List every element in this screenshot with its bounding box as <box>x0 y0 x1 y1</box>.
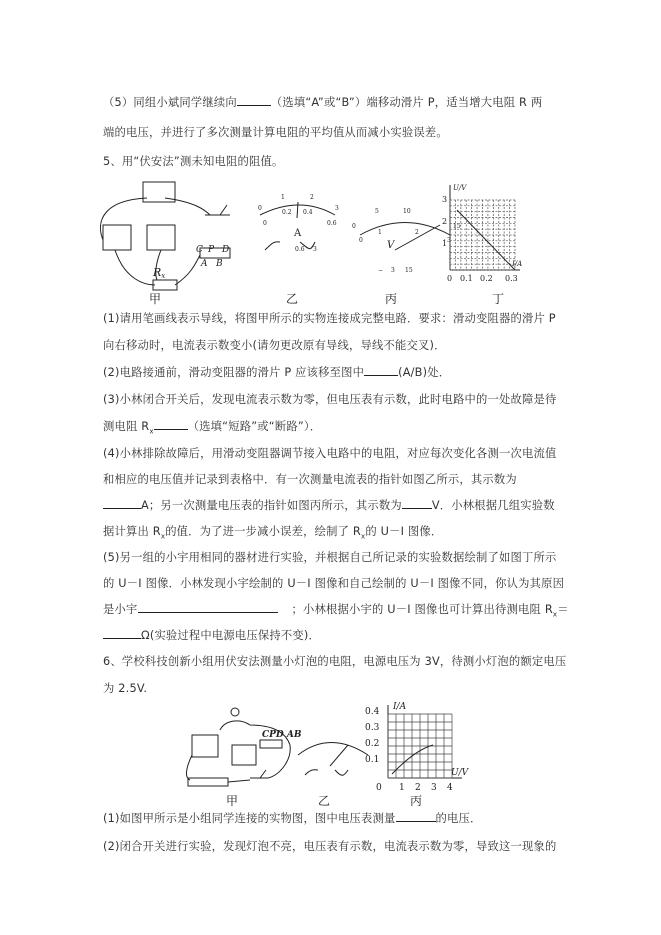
q5-p4-a: (4)小林排除故障后，用滑动变阻器调节接入电路中的电阻，对应每次变化各测一次电流值 <box>103 447 557 460</box>
text: ＝ <box>557 603 569 616</box>
svg-text:4: 4 <box>447 783 453 793</box>
q6-figure <box>180 700 480 800</box>
rheostat-labels: CPD AB <box>262 730 302 740</box>
label-c: C <box>196 245 203 255</box>
svg-text:0.4: 0.4 <box>365 707 380 717</box>
svg-text:1: 1 <box>281 194 285 201</box>
i-u-graph-bing <box>365 702 470 793</box>
text: Ω(实验过程中电源电压保持不变)． <box>141 629 321 642</box>
q6-line1: 6、学校科技创新小组用伏安法测量小灯泡的电阻，电源电压为 3V，待测小灯泡的额定电压 <box>103 655 567 668</box>
q5-figure <box>95 180 545 305</box>
svg-text:1: 1 <box>378 229 382 236</box>
answer-blank[interactable] <box>154 418 188 430</box>
q5-p4-c <box>103 497 555 513</box>
caption-jia: 甲 <box>149 292 162 306</box>
svg-text:10: 10 <box>403 208 411 215</box>
svg-text:−: − <box>378 267 384 274</box>
svg-text:2: 2 <box>415 229 419 236</box>
label-a: A <box>201 259 208 269</box>
q6-p1 <box>103 810 482 826</box>
q5-p1-b: 向右移动时，电流表示数变小(请勿更改原有导线，导线不能交叉)． <box>103 339 446 352</box>
svg-text:0.2: 0.2 <box>282 209 292 216</box>
graph-line <box>457 210 515 270</box>
voltmeter-device <box>147 225 175 250</box>
svg-text:0: 0 <box>447 274 453 283</box>
svg-text:3: 3 <box>391 267 395 274</box>
answer-blank[interactable] <box>364 364 398 376</box>
answer-blank[interactable] <box>237 94 271 106</box>
text: 的 U－I 图像． <box>365 525 443 538</box>
text: 据计算出 R <box>103 525 161 538</box>
answer-blank[interactable] <box>138 601 278 613</box>
svg-text:5: 5 <box>375 208 379 215</box>
q5-p5-c <box>103 601 569 618</box>
ammeter-device <box>103 225 131 250</box>
subscript: x <box>552 610 558 619</box>
q5-p1-a: (1)请用笔画线表示导线，将图甲所示的实物连接成完整电路．要求：滑动变阻器的滑片 P <box>103 312 556 325</box>
subscript: x <box>360 532 366 541</box>
q6-line2: 为 2.5V. <box>103 682 148 695</box>
svg-text:U/V: U/V <box>453 184 467 192</box>
svg-text:0.6: 0.6 <box>327 220 337 227</box>
circuit-diagram <box>186 708 301 786</box>
answer-blank[interactable] <box>396 810 436 822</box>
text: (1)如图甲所示是小组同学连接的实物图，图中电压表测量 <box>103 812 396 825</box>
svg-text:0: 0 <box>376 783 382 793</box>
svg-text:I/A: I/A <box>393 702 407 712</box>
resistor <box>153 280 177 290</box>
label-d: D <box>222 245 230 255</box>
ammeter-dial <box>258 194 339 253</box>
text: 测电阻 R <box>103 420 150 433</box>
answer-blank[interactable] <box>402 497 432 509</box>
text: (2)电路接通前，滑动变阻器的滑片 P 应该移至图中 <box>103 366 365 379</box>
svg-text:0.6: 0.6 <box>295 246 305 253</box>
answer-blank[interactable] <box>103 497 141 509</box>
svg-text:2: 2 <box>310 194 314 201</box>
q5-title: 5、用“伏安法”测未知电阻的阻值。 <box>103 155 284 168</box>
q5-p3-b <box>103 418 321 435</box>
q5-p2 <box>103 364 450 380</box>
svg-text:3: 3 <box>442 195 448 204</box>
voltmeter-dial <box>298 743 368 776</box>
q5-p5-d <box>103 627 320 643</box>
svg-text:0: 0 <box>359 237 363 244</box>
svg-text:0: 0 <box>263 220 267 227</box>
text: (A/B)处． <box>398 366 451 379</box>
q5-p5-b: 的 U－I 图像．小林发现小宇绘制的 U－I 图像和自己绘制的 U－I 图像不同，你认为其原因 <box>103 577 565 590</box>
svg-text:3: 3 <box>335 205 339 212</box>
subscript: x <box>160 532 166 541</box>
q6-caption-bing: 丙 <box>410 794 423 808</box>
svg-text:0.2: 0.2 <box>480 274 493 283</box>
caption-ding: 丁 <box>492 292 505 306</box>
text: ；小林根据小宇的 U－I 图像也可计算出待测电阻 R <box>291 603 553 616</box>
svg-text:15: 15 <box>453 223 461 230</box>
svg-text:1: 1 <box>399 783 405 793</box>
svg-text:15: 15 <box>405 267 413 274</box>
svg-text:0: 0 <box>352 223 356 230</box>
u-i-graph-ding <box>442 184 522 283</box>
q6-caption-yi: 乙 <box>318 794 331 808</box>
svg-text:1: 1 <box>442 239 448 248</box>
label-rx: Rx <box>153 266 166 280</box>
svg-text:0: 0 <box>258 205 262 212</box>
svg-text:2: 2 <box>442 217 448 226</box>
svg-text:0.4: 0.4 <box>303 209 313 216</box>
svg-text:A: A <box>294 228 302 239</box>
circuit-diagram <box>100 182 230 290</box>
text: （5）同组小斌同学继续向 <box>103 96 237 109</box>
q4-part5-line1 <box>103 94 542 110</box>
svg-text:2: 2 <box>415 783 421 793</box>
svg-text:0.1: 0.1 <box>460 274 473 283</box>
label-p: P <box>208 245 215 255</box>
text: 的电压． <box>435 812 482 825</box>
answer-blank[interactable] <box>103 627 141 639</box>
label-b: B <box>216 259 223 269</box>
svg-text:3: 3 <box>431 783 437 793</box>
caption-bing: 丙 <box>385 292 398 306</box>
svg-text:V: V <box>387 240 395 251</box>
svg-text:0.3: 0.3 <box>505 274 518 283</box>
svg-text:U/V: U/V <box>451 768 469 778</box>
svg-text:0.3: 0.3 <box>365 723 380 733</box>
text: （选填“短路”或“断路”）． <box>187 420 322 433</box>
text: （选填“A”或“B”）端移动滑片 P，适当增大电阻 R 两 <box>270 96 543 109</box>
q6-p2: (2)闭合开关进行实验，发现灯泡不亮，电压表有示数，电流表示数为零，导致这一现象的 <box>103 840 557 853</box>
text: V．小林根据几组实验数 <box>431 499 555 512</box>
subscript: x <box>149 427 154 436</box>
q6-caption-jia: 甲 <box>226 794 239 808</box>
q4-part5-line2: 端的电压，并进行了多次测量计算电阻的平均值从而减小实验误差。 <box>103 126 448 139</box>
svg-text:0.2: 0.2 <box>365 739 380 749</box>
caption-yi: 乙 <box>286 292 299 306</box>
q5-p5-a: (5)另一组的小宇用相同的器材进行实验，并根据自己所记录的实验数据绘制了如图丁所示 <box>103 551 557 564</box>
svg-text:0.1: 0.1 <box>365 755 380 765</box>
text: 的值．为了进一步减小误差，绘制了 R <box>165 525 361 538</box>
svg-text:I/A: I/A <box>512 260 523 268</box>
text: 是小宇 <box>103 603 138 616</box>
q5-p4-d <box>103 523 442 540</box>
text: A；另一次测量电压表的指针如图丙所示，其示数为 <box>141 499 402 512</box>
svg-text:3: 3 <box>447 237 451 244</box>
q5-p3-a: (3)小林闭合开关后，发现电流表示数为零，但电压表有示数，此时电路中的一处故障是待 <box>103 393 557 406</box>
q5-p4-b: 和相应的电压值并记录到表格中．有一次测量电流表的指针如图乙所示，其示数为 <box>103 473 517 486</box>
svg-text:3: 3 <box>313 246 317 253</box>
